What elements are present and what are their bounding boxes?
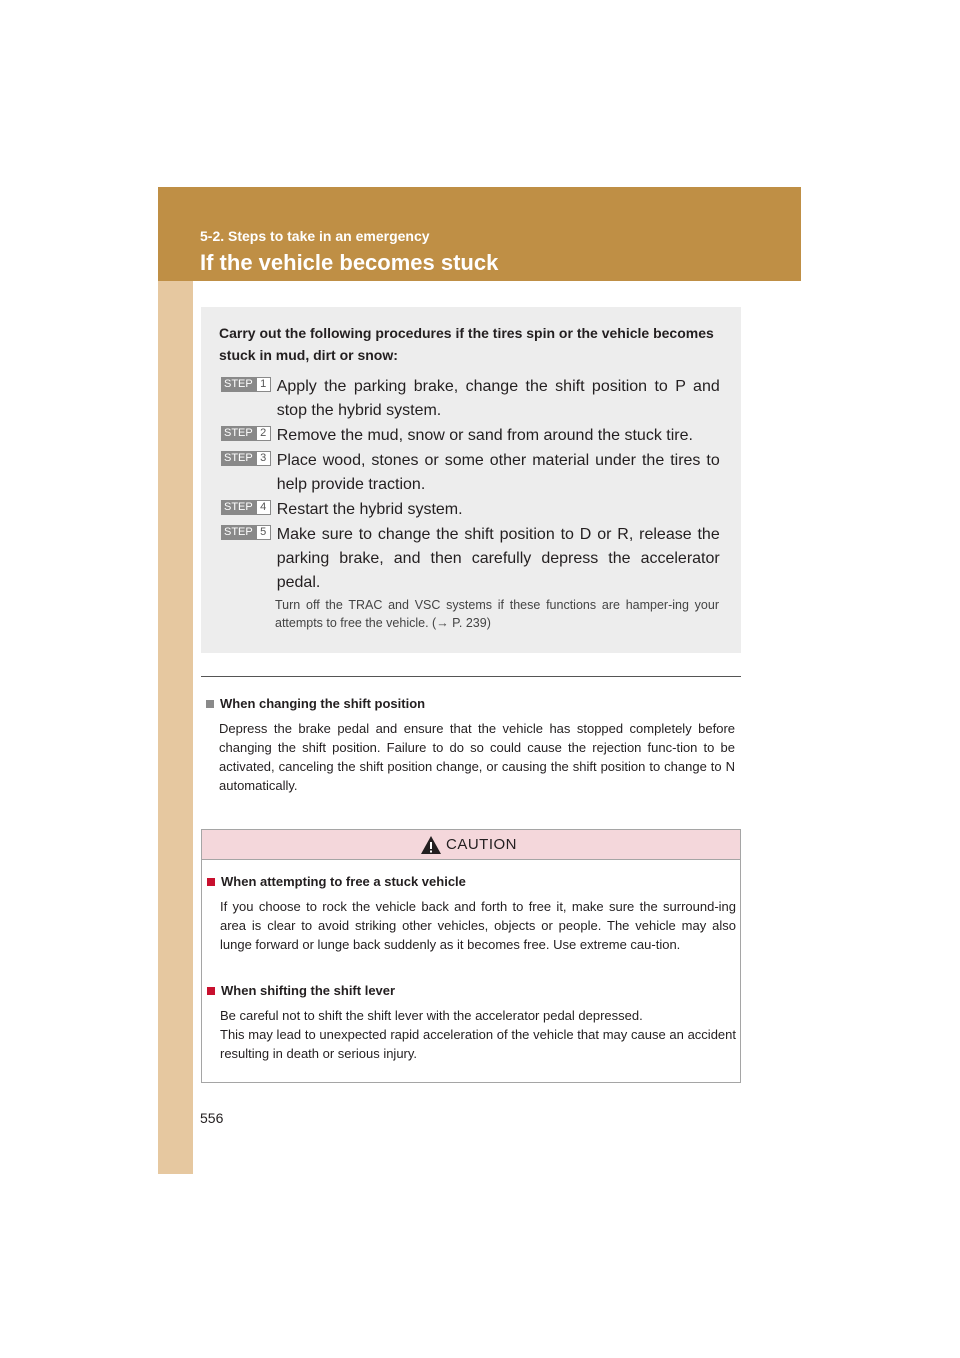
step-note: Turn off the TRAC and VSC systems if these functions are hamper-ing your attempts to free the vehicle. (→ P. 239) bbox=[275, 598, 719, 630]
step-text: Make sure to change the shift position to D or R, release the parking brake, and then carefully depress the accelerator pedal. bbox=[276, 526, 720, 591]
procedure-intro: Carry out the following procedures if the tires spin or the vehicle becomes stuck in mud, dirt or snow: bbox=[219, 325, 714, 363]
section-label: 5-2. Steps to take in an emergency bbox=[200, 228, 430, 244]
caution-header bbox=[202, 830, 740, 860]
step-4 bbox=[221, 498, 720, 522]
step-text: Place wood, stones or some other material under the tires to help provide traction. bbox=[276, 452, 720, 493]
step-badge: STEP 2 bbox=[221, 426, 271, 441]
page-number: 556 bbox=[200, 1110, 224, 1126]
step-badge: STEP 4 bbox=[221, 500, 271, 515]
step-text: Restart the hybrid system. bbox=[276, 501, 463, 518]
caution-item-heading: When attempting to free a stuck vehicle bbox=[207, 874, 466, 889]
step-text: Remove the mud, snow or sand from around the stuck tire. bbox=[276, 427, 693, 444]
step-badge: STEP 5 bbox=[221, 525, 271, 540]
step-badge: STEP 3 bbox=[221, 451, 271, 466]
square-bullet-icon bbox=[206, 700, 214, 708]
side-color-strip bbox=[158, 187, 193, 1174]
step-badge: STEP 1 bbox=[221, 377, 271, 392]
caution-box bbox=[201, 829, 741, 1083]
divider bbox=[201, 676, 741, 677]
info-heading: When changing the shift position bbox=[206, 696, 425, 711]
square-bullet-icon bbox=[207, 987, 215, 995]
step-text: Apply the parking brake, change the shift position to P and stop the hybrid system. bbox=[276, 378, 720, 419]
step-3 bbox=[221, 449, 720, 497]
step-5 bbox=[221, 523, 720, 595]
square-bullet-icon bbox=[207, 878, 215, 886]
warning-triangle-icon bbox=[420, 835, 442, 855]
caution-item-body: If you choose to rock the vehicle back and forth to free it, make sure the surround-ing area is clear to avoid striking other vehicles, objects or people. The vehicle may also lunge forward or lunge back suddenly as it becomes free. Use extreme cau-tion. bbox=[220, 899, 736, 952]
step-1 bbox=[221, 375, 720, 423]
info-body: Depress the brake pedal and ensure that the vehicle has stopped completely before changing the shift position. Failure to do so could cause the rejection func-tion to be activated, canceling the shift position change, or causing the shift position to change to N automatically. bbox=[219, 721, 735, 793]
step-2 bbox=[221, 424, 720, 448]
page-title: If the vehicle becomes stuck bbox=[200, 250, 499, 275]
caution-item-body: Be careful not to shift the shift lever with the accelerator pedal depressed. bbox=[220, 1008, 643, 1023]
caution-label: CAUTION bbox=[446, 836, 517, 853]
caution-item-heading: When shifting the shift lever bbox=[207, 983, 395, 998]
caution-item-body: This may lead to unexpected rapid acceleration of the vehicle that may cause an accident resulting in death or serious injury. bbox=[220, 1027, 736, 1061]
